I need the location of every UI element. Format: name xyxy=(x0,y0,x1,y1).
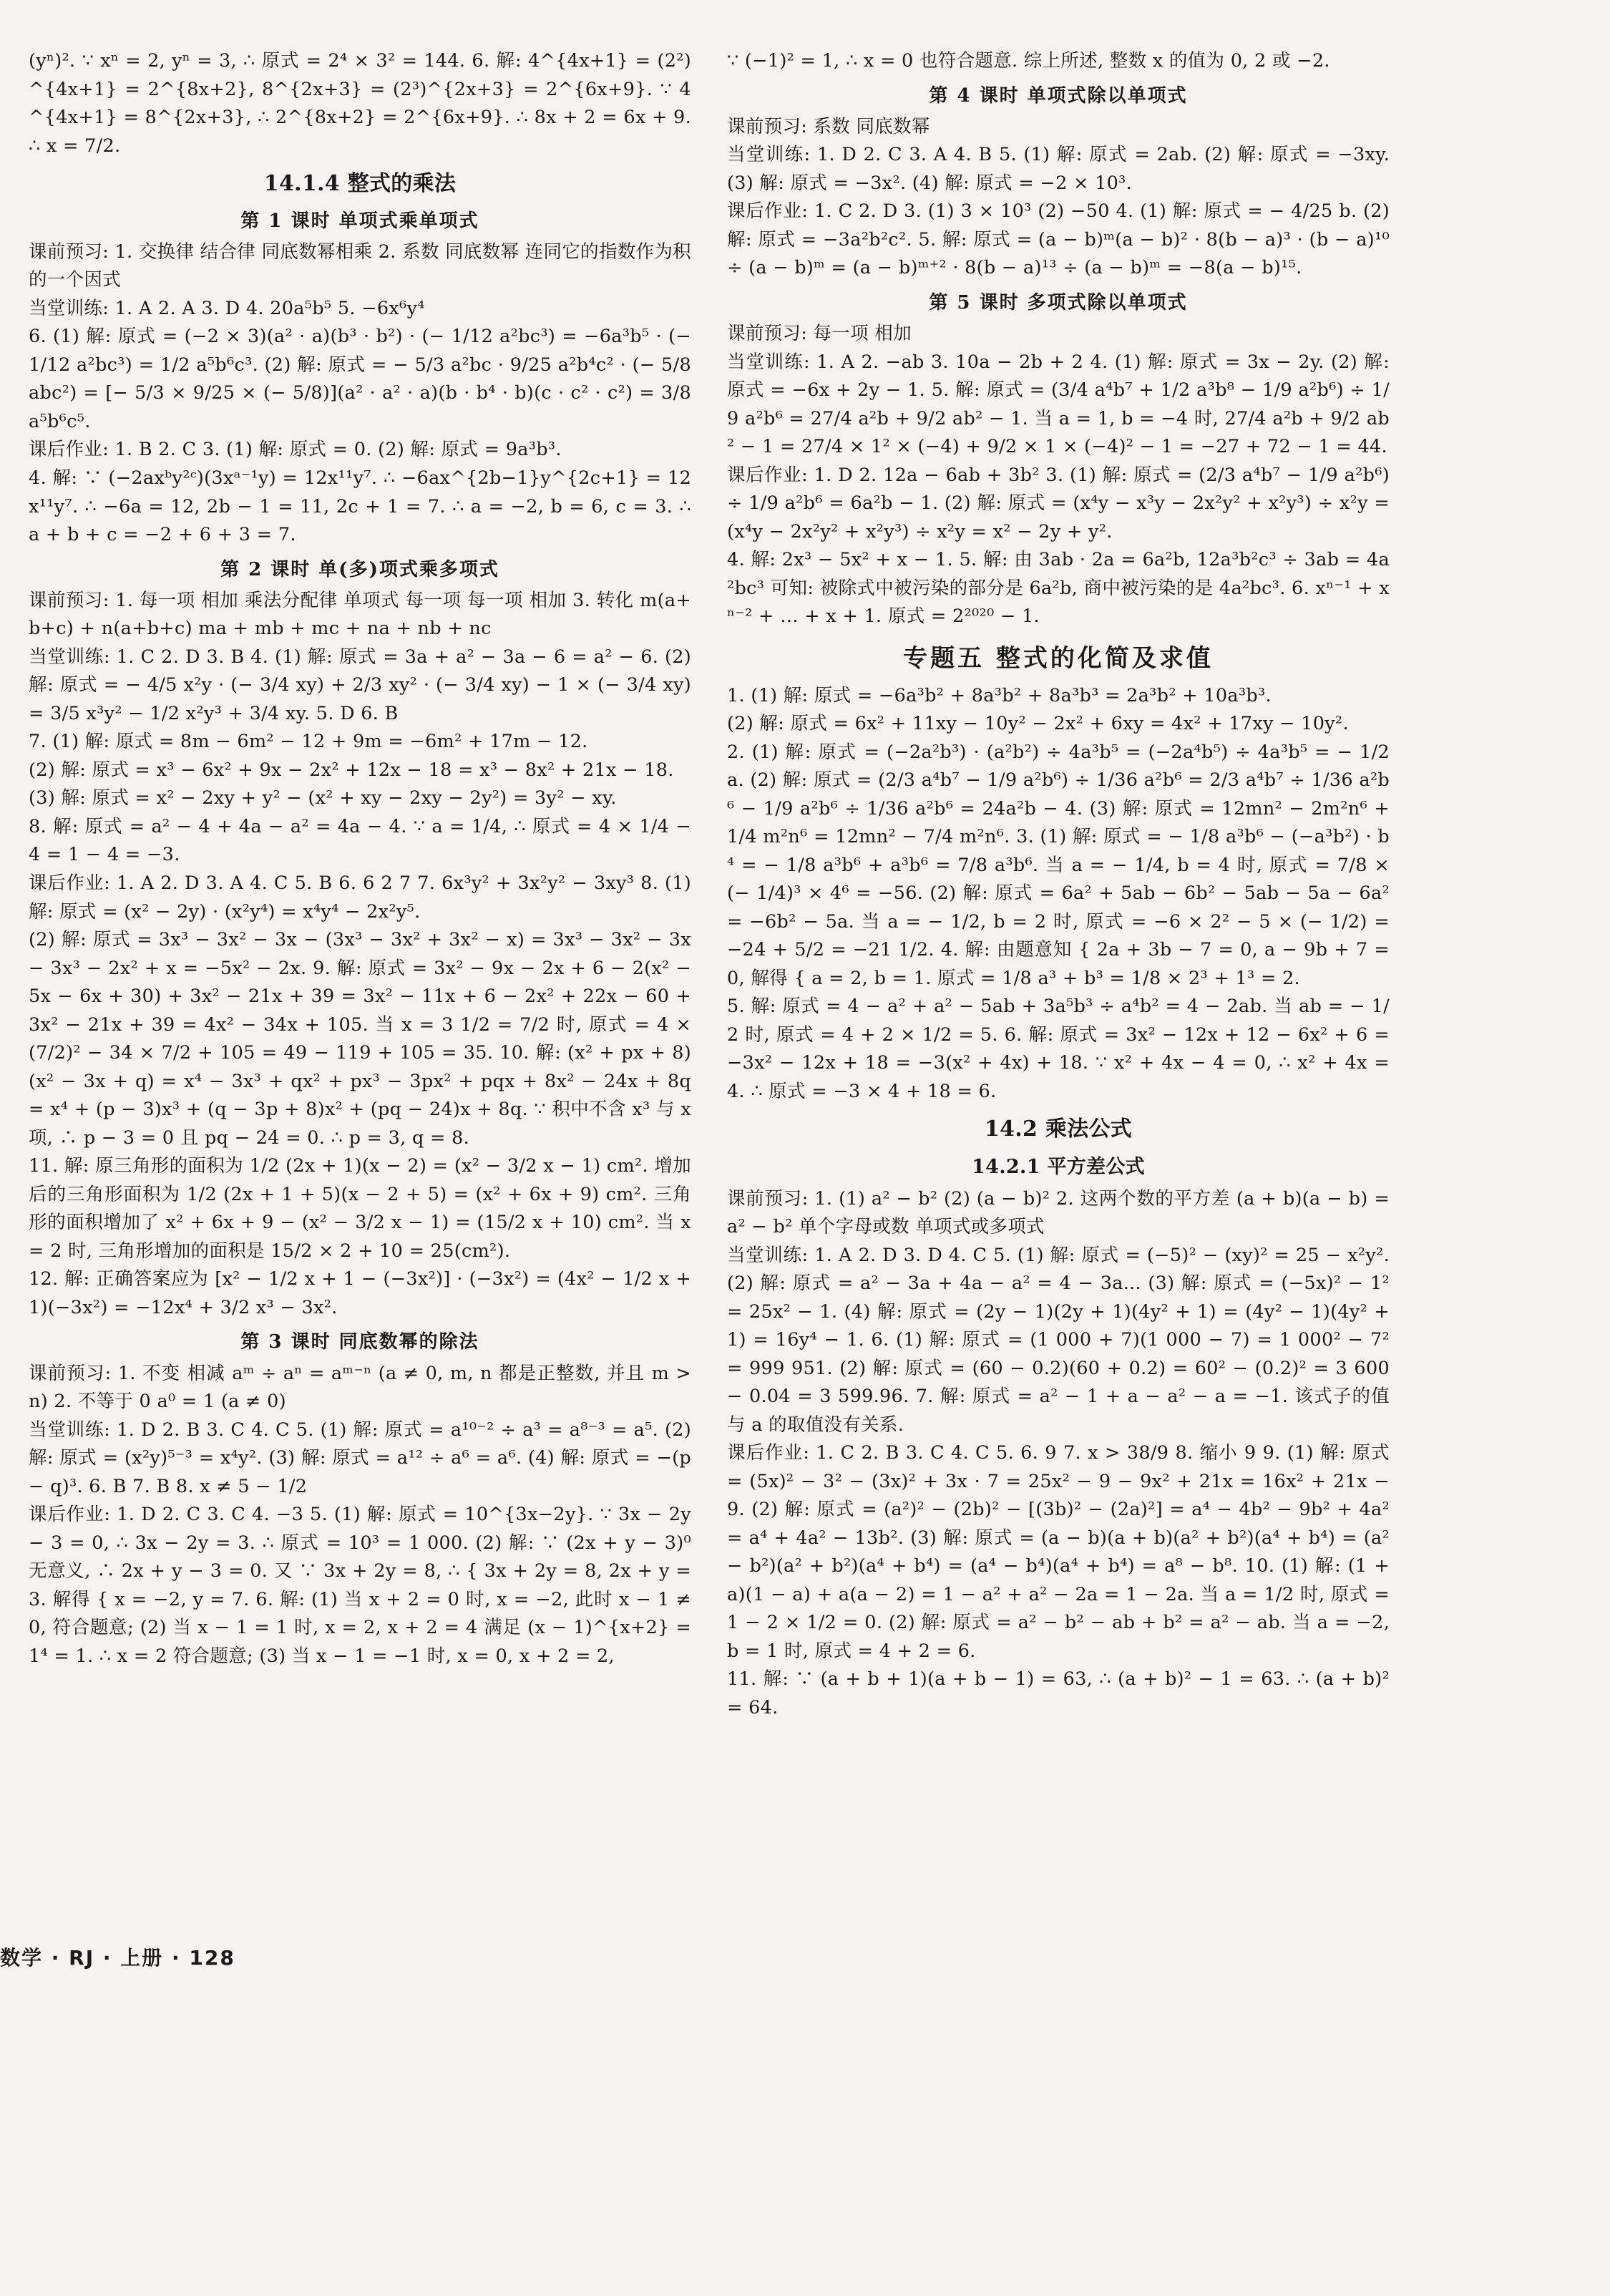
answer-paragraph: 课前预习: 每一项 相加 xyxy=(727,323,912,345)
subsection-heading: 14.2.1 平方差公式 xyxy=(972,1155,1145,1178)
answer-paragraph: 课后作业: 1. C 2. B 3. C 4. C 5. 6. 9 7. x > 38/9 8. 缩小 9 9. (1) 解: 原式 = (5x)² − 3² − (3x)² + 3x · 7 = 25x² − 9 − 9x² + 21x = 16x² + 21x − 9. (2) 解: 原式 = (a²)² − (2b)² − [(3b)² − (2a)²] = a⁴ − 4b² − 9b² + 4a² = a⁴ + 4a² − 13b². (3) 解: 原式 = (a − b)(a + b)(a² + b²)(a⁴ + b⁴) = (a² − b²)(a² + b²)(a⁴ + b⁴) = (a⁴ − b⁴)(a⁴ + b⁴) = a⁸ − b⁸. 10. (1) 解: (1 + a)(1 − a) + a(a − 2) = 1 − a² + a² − 2a = 1 − 2a. 当 a = 1/2 时, 原式 = 1 − 2 × 1/2 = 0. (2) 解: 原式 = a² − b² − ab + b² = a² − ab. 当 a = −2, b = 1 时, 原式 = 4 + 2 = 6. xyxy=(727,1442,1390,1662)
section-heading: 14.1.4 整式的乘法 xyxy=(263,171,457,197)
answer-paragraph: 11. 解: ∵ (a + b + 1)(a + b − 1) = 63, ∴ (a + b)² − 1 = 63. ∴ (a + b)² = 64. xyxy=(727,1668,1390,1718)
answer-paragraph: 课前预习: 系数 同底数幂 xyxy=(727,115,930,137)
answer-paragraph: 当堂训练: 1. A 2. −ab 3. 10a − 2b + 2 4. (1) 解: 原式 = 3x − 2y. (2) 解: 原式 = −6x + 2y − 1. 5. 解: 原式 = (3/4 a⁴b⁷ + 1/2 a³b⁸ − 1/9 a²b⁶) ÷ 1/9 a²b⁶ = 27/4 a²b + 9/2 ab² − 1. 当 a = 1, b = −4 时, 27/4 a²b + 9/2 ab² − 1 = 27/4 × 1² × (−4) + 9/2 × 1 × (−4)² − 1 = −27 + 72 − 1 = 44. xyxy=(727,351,1390,458)
answer-paragraph: 12. 解: 正确答案应为 [x² − 1/2 x + 1 − (−3x²)] · (−3x²) = (4x² − 1/2 x + 1)(−3x²) = −12x⁴ + 3/2 x³ − 3x². xyxy=(29,1268,691,1318)
answer-paragraph: 8. 解: 原式 = a² − 4 + 4a − a² = 4a − 4. ∵ a = 1/4, ∴ 原式 = 4 × 1/4 − 4 = 1 − 4 = −3. xyxy=(29,815,691,866)
answer-paragraph: 5. 解: 原式 = 4 − a² + a² − 5ab + 3a⁵b³ ÷ a⁴b² = 4 − 2ab. 当 ab = − 1/2 时, 原式 = 4 + 2 × 1/2 = 5. 6. 解: 原式 = 3x² − 12x + 12 − 6x² + 6 = −3x² − 12x + 18 = −3(x² + 4x) + 18. ∵ x² + 4x − 4 = 0, ∴ x² + 4x = 4. ∴ 原式 = −3 × 4 + 18 = 6. xyxy=(727,996,1390,1102)
answer-paragraph: 当堂训练: 1. D 2. B 3. C 4. C 5. (1) 解: 原式 = a¹⁰⁻² ÷ a³ = a⁸⁻³ = a⁵. (2) 解: 原式 = (x²y)⁵⁻³ = x⁴y². (3) 解: 原式 = a¹² ÷ a⁶ = a⁶. (4) 解: 原式 = −(p − q)³. 6. B 7. B 8. x ≠ 5 − 1/2 xyxy=(29,1419,691,1497)
answer-paragraph: 当堂训练: 1. A 2. A 3. D 4. 20a⁵b⁵ 5. −6x⁶y⁴ xyxy=(29,297,425,319)
answer-paragraph: (2) 解: 原式 = 3x³ − 3x² − 3x − (3x³ − 3x² + 3x² − x) = 3x³ − 3x² − 3x − 3x³ − 2x² + x = −5x² − 2x. 9. 解: 原式 = 3x² − 9x − 2x + 6 − 2(x² − 5x − 6x + 30) + 3x² − 21x + 39 = 3x² − 11x + 6 − 2x² + 22x − 60 + 3x² − 21x + 39 = 4x² − 34x + 105. 当 x = 3 1/2 = 7/2 时, 原式 = 4 × (7/2)² − 34 × 7/2 + 105 = 49 − 119 + 105 = 35. 10. 解: (x² + px + 8)(x² − 3x + q) = x⁴ − 3x³ + qx² + px³ − 3px² + pqx + 8x² − 24x + 8q = x⁴ + (p − 3)x³ + (q − 3p + 8)x² + (pq − 24)x + 8q. ∵ 积中不含 x³ 与 x 项, ∴ p − 3 = 0 且 pq − 24 = 0. ∴ p = 3, q = 8. xyxy=(29,929,691,1149)
answer-paragraph: (2) 解: 原式 = x³ − 6x² + 9x − 2x² + 12x − 18 = x³ − 8x² + 21x − 18. xyxy=(29,759,674,781)
answer-paragraph: 课前预习: 1. (1) a² − b² (2) (a − b)² 2. 这两个数的平方差 (a + b)(a − b) = a² − b² 单个字母或数 单项式或多项式 xyxy=(727,1187,1390,1238)
answer-paragraph: 当堂训练: 1. D 2. C 3. A 4. B 5. (1) 解: 原式 = 2ab. (2) 解: 原式 = −3xy. (3) 解: 原式 = −3x². (4) 解: 原式 = −2 × 10³. xyxy=(727,144,1390,194)
answer-paragraph: ∵ (−1)² = 1, ∴ x = 0 也符合题意. 综上所述, 整数 x 的值为 0, 2 或 −2. xyxy=(727,50,1330,72)
page-footer: 数学 · RJ · 上册 · 128 xyxy=(0,1946,235,1970)
answer-paragraph: 课后作业: 1. B 2. C 3. (1) 解: 原式 = 0. (2) 解: 原式 = 9a³b³. xyxy=(29,439,562,461)
answer-paragraph: 7. (1) 解: 原式 = 8m − 6m² − 12 + 9m = −6m² + 17m − 12. xyxy=(29,731,588,753)
answer-paragraph: 4. 解: 2x³ − 5x² + x − 1. 5. 解: 由 3ab · 2a = 6a²b, 12a³b²c³ ÷ 3ab = 4a²bc³ 可知: 被除式中被污染的部分是 6a²b, 商中被污染的是 4a²bc³. 6. xⁿ⁻¹ + xⁿ⁻² + … + x + 1. 原式 = 2²⁰²⁰ − 1. xyxy=(727,549,1390,628)
lesson-heading: 第 4 课时 单项式除以单项式 xyxy=(929,84,1188,107)
answer-column-left xyxy=(29,47,691,1670)
answer-paragraph: 4. 解: ∵ (−2axᵇy²ᶜ)(3xᵃ⁻¹y) = 12x¹¹y⁷. ∴ −6ax^{2b−1}y^{2c+1} = 12x¹¹y⁷. ∴ −6a = 12, 2b − 1 = 11, 2c + 1 = 7. ∴ a = −2, b = 6, c = 3. ∴ a + b + c = −2 + 6 + 3 = 7. xyxy=(29,467,691,546)
lesson-heading: 第 1 课时 单项式乘单项式 xyxy=(240,210,479,232)
lesson-heading: 第 3 课时 同底数幂的除法 xyxy=(240,1331,479,1353)
answer-paragraph: 课后作业: 1. A 2. D 3. A 4. C 5. B 6. 6 2 7 7. 6x³y² + 3x²y² − 3xy³ 8. (1) 解: 原式 = (x² − 2y) · (x²y⁴) = x⁴y⁴ − 2x²y⁵. xyxy=(29,872,691,923)
answer-paragraph: (yⁿ)². ∵ xⁿ = 2, yⁿ = 3, ∴ 原式 = 2⁴ × 3² = 144. 6. 解: 4^{4x+1} = (2²)^{4x+1} = 2^{8x+2}, 8^{2x+3} = (2³)^{2x+3} = 2^{6x+9}. ∵ 4^{4x+1} = 8^{2x+3}, ∴ 2^{8x+2} = 2^{6x+9}. ∴ 8x + 2 = 6x + 9. ∴ x = 7/2. xyxy=(29,50,691,157)
answer-paragraph: 当堂训练: 1. C 2. D 3. B 4. (1) 解: 原式 = 3a + a² − 3a − 6 = a² − 6. (2) 解: 原式 = − 4/5 x²y · (− 3/4 xy) + 2/3 xy² · (− 3/4 xy) − 1 × (− 3/4 xy) = 3/5 x³y² − 1/2 x²y³ + 3/4 xy. 5. D 6. B xyxy=(29,646,691,724)
answer-paragraph: 课后作业: 1. C 2. D 3. (1) 3 × 10³ (2) −50 4. (1) 解: 原式 = − 4/25 b. (2) 解: 原式 = −3a²b²c². 5. 解: 原式 = (a − b)ᵐ(a − b)² · 8(b − a)³ · (b − a)¹⁰ ÷ (a − b)ᵐ = (a − b)ᵐ⁺² · 8(b − a)¹³ ÷ (a − b)ᵐ = −8(a − b)¹⁵. xyxy=(727,200,1390,279)
lesson-heading: 第 5 课时 多项式除以单项式 xyxy=(929,291,1188,313)
section-heading: 14.2 乘法公式 xyxy=(984,1117,1133,1142)
answer-paragraph: 6. (1) 解: 原式 = (−2 × 3)(a² · a)(b³ · b²) · (− 1/12 a²bc³) = −6a³b⁵ · (− 1/12 a²bc³) = 1/2 a⁵b⁶c³. (2) 解: 原式 = − 5/3 a²bc · 9/25 a²b⁴c² · (− 5/8 abc²) = [− 5/3 × 9/25 × (− 5/8)](a² · a² · a)(b · b⁴ · b)(c · c² · c²) = 3/8 a⁵b⁶c⁵. xyxy=(29,326,691,432)
answer-paragraph: 课后作业: 1. D 2. C 3. C 4. −3 5. (1) 解: 原式 = 10^{3x−2y}. ∵ 3x − 2y − 3 = 0, ∴ 3x − 2y = 3. ∴ 原式 = 10³ = 1 000. (2) 解: ∵ (2x + y − 3)⁰ 无意义, ∴ 2x + y − 3 = 0. 又 ∵ 3x + 2y = 8, ∴ { 3x + 2y = 8, 2x + y = 3. 解得 { x = −2, y = 7. 6. 解: (1) 当 x + 2 = 0 时, x = −2, 此时 x − 1 ≠ 0, 符合题意; (2) 当 x − 1 = 1 时, x = 2, x + 2 = 4 满足 (x − 1)^{x+2} = 1⁴ = 1. ∴ x = 2 符合题意; (3) 当 x − 1 = −1 时, x = 0, x + 2 = 2, xyxy=(29,1504,691,1667)
answer-paragraph: 课前预习: 1. 每一项 相加 乘法分配律 单项式 每一项 每一项 相加 3. 转化 m(a+b+c) + n(a+b+c) ma + mb + mc + na + nb + nc xyxy=(29,589,691,640)
answer-paragraph: (2) 解: 原式 = 6x² + 11xy − 10y² − 2x² + 6xy = 4x² + 17xy − 10y². xyxy=(727,713,1349,735)
answer-paragraph: 11. 解: 原三角形的面积为 1/2 (2x + 1)(x − 2) = (x² − 3/2 x − 1) cm². 增加后的三角形面积为 1/2 (2x + 1 + 5)(x − 2 + 5) = (x² + 6x + 9) cm². 三角形的面积增加了 x² + 6x + 9 − (x² − 3/2 x − 1) = (15/2 x + 10) cm². 当 x = 2 时, 三角形增加的面积是 15/2 × 2 + 10 = 25(cm²). xyxy=(29,1155,691,1262)
topic-heading: 专题五 整式的化简及求值 xyxy=(903,643,1214,673)
lesson-heading: 第 2 课时 单(多)项式乘多项式 xyxy=(220,558,499,580)
answer-paragraph: 课前预习: 1. 不变 相减 aᵐ ÷ aⁿ = aᵐ⁻ⁿ (a ≠ 0, m, n 都是正整数, 并且 m > n) 2. 不等于 0 a⁰ = 1 (a ≠ 0) xyxy=(29,1362,691,1413)
answer-paragraph: 课前预习: 1. 交换律 结合律 同底数幂相乘 2. 系数 同底数幂 连同它的指数作为积的一个因式 xyxy=(29,240,691,291)
answer-paragraph: (3) 解: 原式 = x² − 2xy + y² − (x² + xy − 2xy − 2y²) = 3y² − xy. xyxy=(29,787,617,809)
answer-paragraph: 当堂训练: 1. A 2. D 3. D 4. C 5. (1) 解: 原式 = (−5)² − (xy)² = 25 − x²y². (2) 解: 原式 = a² − 3a + 4a − a² = 4 − 3a... (3) 解: 原式 = (−5x)² − 1² = 25x² − 1. (4) 解: 原式 = (2y − 1)(2y + 1)(4y² + 1) = (4y² − 1)(4y² + 1) = 16y⁴ − 1. 6. (1) 解: 原式 = (1 000 + 7)(1 000 − 7) = 1 000² − 7² = 999 951. (2) 解: 原式 = (60 − 0.2)(60 + 0.2) = 60² − (0.2)² = 3 600 − 0.04 = 3 599.96. 7. 解: 原式 = a² − 1 + a − a² − a = −1. 该式子的值与 a 的取值没有关系. xyxy=(727,1244,1390,1436)
answer-paragraph: 1. (1) 解: 原式 = −6a³b² + 8a³b² + 8a³b³ = 2a³b² + 10a³b³. xyxy=(727,684,1272,706)
answer-paragraph: 课后作业: 1. D 2. 12a − 6ab + 3b² 3. (1) 解: 原式 = (2/3 a⁴b⁷ − 1/9 a²b⁶) ÷ 1/9 a²b⁶ = 6a²b − 1. (2) 解: 原式 = (x⁴y − x³y − 2x²y² + x²y³) ÷ x²y = (x⁴y − 2x²y² + x²y³) ÷ x²y = x² − 2y + y². xyxy=(727,464,1390,543)
answer-column-right xyxy=(727,47,1390,1722)
answer-paragraph: 2. (1) 解: 原式 = (−2a²b³) · (a²b²) ÷ 4a³b⁵ = (−2a⁴b⁵) ÷ 4a³b⁵ = − 1/2 a. (2) 解: 原式 = (2/3 a⁴b⁷ − 1/9 a²b⁶) ÷ 1/36 a²b⁶ = 2/3 a⁴b⁷ ÷ 1/36 a²b⁶ − 1/9 a²b⁶ ÷ 1/36 a²b⁶ = 24a²b − 4. (3) 解: 原式 = 12mn² − 2m²n⁶ + 1/4 m²n⁶ = 12mn² − 7/4 m²n⁶. 3. (1) 解: 原式 = − 1/8 a³b⁶ − (−a³b²) · b⁴ = − 1/8 a³b⁶ + a³b⁶ = 7/8 a³b⁶. 当 a = − 1/4, b = 4 时, 原式 = 7/8 × (− 1/4)³ × 4⁶ = −56. (2) 解: 原式 = 6a² + 5ab − 6b² − 5ab − 5a − 6a² = −6b² − 5a. 当 a = − 1/2, b = 2 时, 原式 = −6 × 2² − 5 × (− 1/2) = −24 + 5/2 = −21 1/2. 4. 解: 由题意知 { 2a + 3b − 7 = 0, a − 9b + 7 = 0, 解得 { a = 2, b = 1. 原式 = 1/8 a³ + b³ = 1/8 × 2³ + 1³ = 2. xyxy=(727,741,1390,989)
